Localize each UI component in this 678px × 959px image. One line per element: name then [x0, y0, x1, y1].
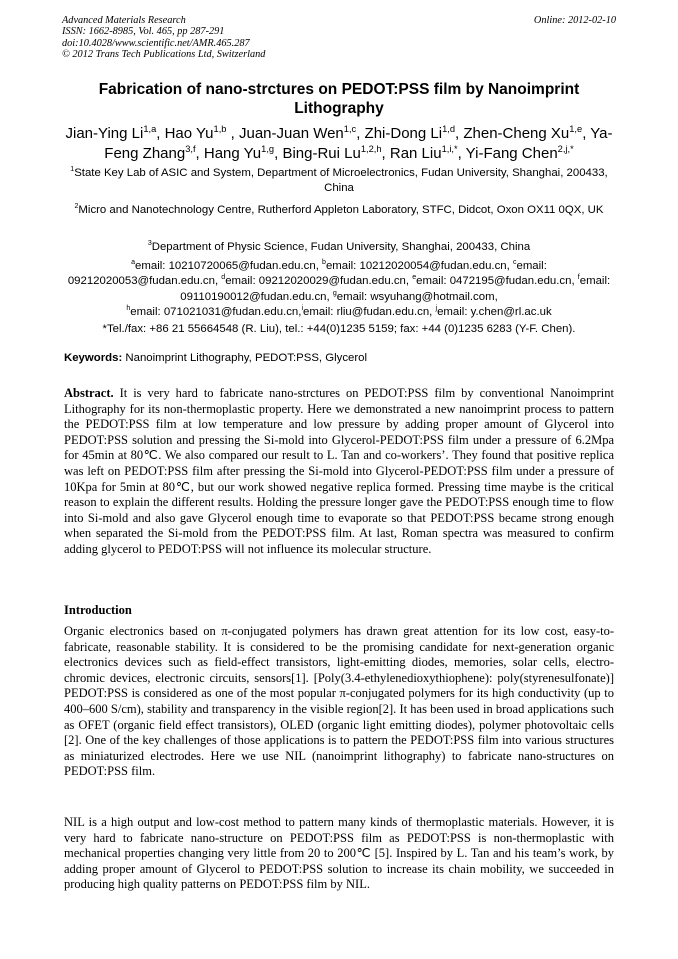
author-separator: ,	[195, 144, 204, 162]
email-address: email: 10210720065@fudan.edu.cn,	[135, 260, 323, 272]
author-affiliation-marker: 1,g	[261, 143, 275, 154]
author-separator: ,	[156, 125, 165, 142]
affiliation-1	[60, 166, 618, 197]
journal-name: Advanced Materials Research	[62, 15, 186, 26]
author-affiliation-marker: 1,d	[442, 124, 456, 134]
email-marker: i	[301, 305, 304, 313]
affiliation-marker: 2	[74, 203, 79, 211]
author-affiliation-marker: 2,j,*	[557, 143, 574, 154]
copyright-line: © 2012 Trans Tech Publications Ltd, Switzerland	[62, 48, 266, 60]
author-name: Zhi-Dong Li	[364, 125, 443, 142]
author-name: Ran Liu	[389, 144, 442, 162]
keywords-label: Keywords:	[64, 352, 123, 364]
affiliation-2	[60, 203, 618, 218]
email-address: email: wsyuhang@hotmail.com,	[336, 290, 498, 303]
author-list	[50, 124, 628, 163]
author-separator: ,	[582, 125, 591, 142]
email-address: email: 10212020054@fudan.edu.cn,	[325, 260, 513, 272]
email-address: email: 09110190012@fudan.edu.cn,	[180, 275, 611, 303]
affiliation-text: Micro and Nanotechnology Centre, Rutherford Appleton Laboratory, STFC, Didcot, Oxon OX11 0QX, UK	[78, 204, 604, 216]
author-name: Jian-Ying Li	[65, 125, 144, 142]
keywords-text: Nanoimprint Lithography, PEDOT:PSS, Glycerol	[122, 352, 368, 364]
author-separator: ,	[226, 125, 239, 142]
author-name: Ya-Feng Zhang	[104, 125, 613, 162]
keywords	[64, 352, 618, 364]
author-name: Hao Yu	[164, 125, 214, 142]
email-marker: h	[126, 305, 131, 313]
email-list	[58, 259, 620, 320]
abstract-text: It is very hard to fabricate nano-strctures on PEDOT:PSS film by conventional Nanoimprint Lithography for its non-thermoplastic property. Here we demonstrated a new nanoimprint process to pattern the PEDOT:PSS film at low temperature and low pressure by adding proper amount of Glycerol into PEDOT:PSS solution and pressing the Si-mold into Glycerol-PEDOT:PSS film under a pressure of 6.2Mpa for 45min at 80℃. We also compared our result to L. Tan and co-workers’. They found that positive replica was left on PEDOT:PSS film after pressing the Si-mold into Glycerol-PEDOT:PSS film under a pressure of 10Kpa for 5min at 80℃, but our work showed negative replica formed. Pressing time maybe is the critical reason to explain the different results. Holding the pressure longer gave the PEDOT:PSS enough time to flow into Si-mold and also gave Glycerol enough time to evaporate so that PEDOT:PSS became strong enough when separated the Si-mold from the PEDOT:PSS film. At last, Roman spectra was measured to confirm adding glycerol to PEDOT:PSS will not influence its molecular structure.	[64, 386, 614, 556]
author-affiliation-marker: 1,i,*	[441, 143, 458, 154]
affiliation-marker: 3	[147, 240, 152, 248]
author-name: Zhen-Cheng Xu	[463, 125, 570, 142]
author-affiliation-marker: 1,a	[143, 124, 157, 134]
author-name: Juan-Juan Wen	[238, 125, 344, 142]
email-marker: a	[131, 259, 136, 267]
issn-line: ISSN: 1662-8985, Vol. 465, pp 287-291	[62, 26, 225, 38]
author-separator: ,	[381, 144, 390, 162]
email-marker: b	[322, 259, 326, 267]
email-address: email: y.chen@rl.ac.uk	[437, 305, 552, 318]
email-address: email: 0472195@fudan.edu.cn,	[416, 275, 578, 288]
affiliation-3	[60, 240, 618, 255]
section-heading-introduction: Introduction	[64, 603, 132, 617]
author-separator: ,	[457, 144, 466, 162]
email-address: email: 071021031@fudan.edu.cn,	[130, 305, 302, 318]
affiliation-marker: 1	[70, 166, 75, 174]
contact-telfax: *Tel./fax: +86 21 55664548 (R. Liu), tel.: +44(0)1235 5159; fax: +44 (0)1235 6283 (Y-F. Chen).	[102, 323, 576, 335]
email-marker: d	[221, 274, 226, 282]
author-name: Hang Yu	[203, 144, 262, 162]
email-marker: j	[435, 305, 438, 313]
author-affiliation-marker: 1,c	[343, 124, 357, 134]
email-address: email: 09212020053@fudan.edu.cn,	[67, 260, 547, 288]
author-separator: ,	[356, 125, 365, 142]
intro-paragraph-1: Organic electronics based on π-conjugated polymers has drawn great attention for its low cost, easy-to-fabricate, reasonable stability. It is considered to be the promising candidate for next-generation organic electronics devices such as field-effect transistors, light-emitting diodes, memories, solar cells, electro-chromic devices, electronic circuits, sensors[1]. [Poly(3.4-ethylenedioxythiophene): poly(styrenesulfonate)] PEDOT:PSS is considered as one of the most popular π-conjugated polymers for its high conductivity (up to 400–600 S/cm), stability and transparency in the visible region[2]. It has been used in broad applications such as OFET (organic field effect transistors), OLED (organic light emitting diodes), polymer photovoltaic cells [2]. One of the key challenges of those applications is to pattern the PEDOT:PSS film into various structures as miniaturized electrodes. Here we use NIL (nanoimprint lithography) to fabricate nano-structures on PEDOT:PSS film.	[64, 624, 614, 779]
email-marker: c	[512, 259, 517, 267]
journal-header	[62, 15, 616, 60]
online-date: Online: 2012-02-10	[533, 15, 616, 26]
author-separator: ,	[274, 144, 283, 162]
email-marker: g	[332, 289, 337, 297]
email-marker: f	[577, 274, 580, 282]
paper-title: Fabrication of nano-strctures on PEDOT:PSS film by Nanoimprint Lithography	[98, 81, 580, 117]
author-separator: ,	[455, 125, 464, 142]
intro-paragraph-2: NIL is a high output and low-cost method to pattern many kinds of thermoplastic materials. However, it is very hard to fabricate nano-structure on PEDOT:PSS film as PEDOT:PSS is non-thermoplastic with mechanical properties changing very little from 20 to 200℃ [5]. Inspired by L. Tan and his team’s work, by adding proper amount of Glycerol to PEDOT:PSS solution to increase its chain mobility, we succeeded in producing high quality patterns on PEDOT:PSS film by NIL.	[64, 815, 614, 892]
abstract-label: Abstract.	[64, 386, 114, 400]
author-affiliation-marker: 3,f	[185, 143, 196, 154]
author-affiliation-marker: 1,2,h	[360, 143, 382, 154]
doi-line: doi:10.4028/www.scientific.net/AMR.465.287	[62, 37, 250, 49]
author-name: Bing-Rui Lu	[282, 144, 361, 162]
author-affiliation-marker: 1,e	[569, 124, 583, 134]
email-marker: e	[412, 274, 417, 282]
author-name: Yi-Fang Chen	[465, 144, 558, 162]
author-affiliation-marker: 1,b	[213, 124, 227, 134]
email-address: email: 09212020029@fudan.edu.cn,	[225, 275, 413, 288]
affiliation-text: Department of Physic Science, Fudan University, Shanghai, 200433, China	[151, 241, 531, 253]
email-address: email: rliu@fudan.edu.cn,	[303, 305, 436, 318]
abstract	[64, 386, 614, 558]
affiliation-text: State Key Lab of ASIC and System, Department of Microelectronics, Fudan University, Shanghai, 200433, China	[74, 167, 608, 195]
